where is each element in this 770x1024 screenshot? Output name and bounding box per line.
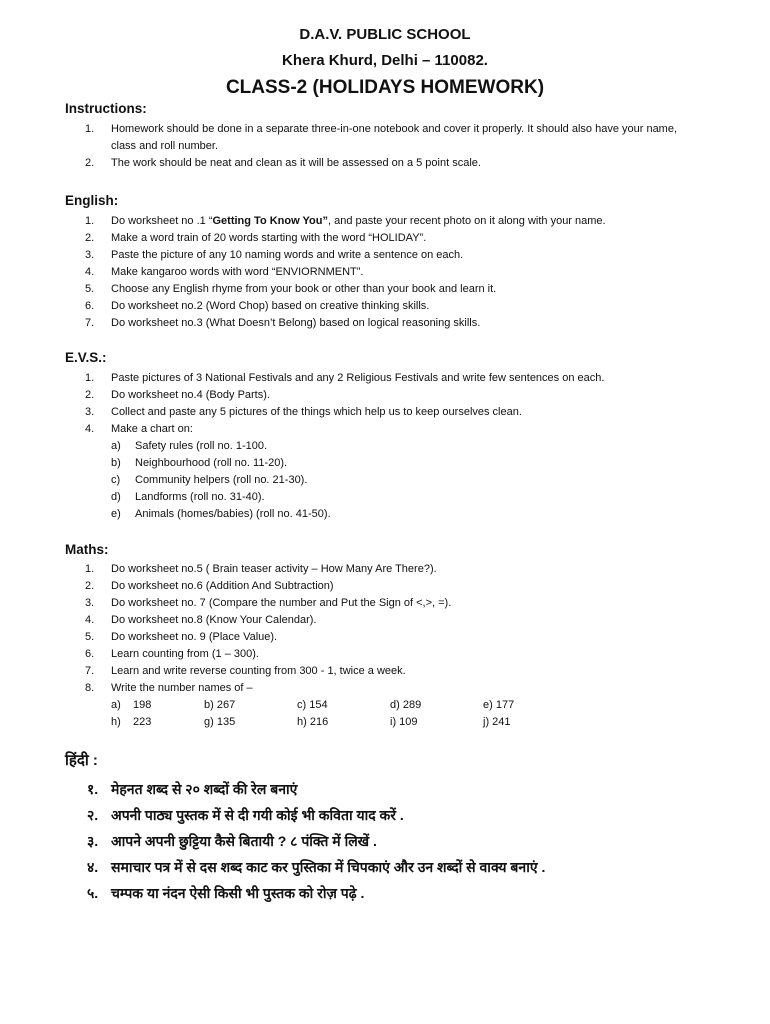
evs-list	[65, 370, 685, 523]
hindi-list	[65, 776, 545, 906]
sub-item: e) Animals (homes/babies) (roll no. 41-50).	[111, 508, 331, 520]
number-cell: c) 154	[297, 699, 328, 711]
list-item: 6. Do worksheet no.2 (Word Chop) based on creative thinking skills.	[85, 300, 430, 312]
list-item: ५. चम्पक या नंदन ऐसी किसी भी पुस्तक को रोज़ पढ़े .	[87, 885, 365, 901]
instructions-list	[65, 121, 685, 172]
list-item: 8. Write the number names of – a) 198 b) 267 c) 154 d) 289 e) 177 h) 223 g) 135 h) 216 i) 109 j) 241	[65, 680, 685, 731]
list-item: 2. Do worksheet no.6 (Addition And Subtraction)	[85, 580, 334, 592]
list-item: 5. Choose any English rhyme from your book or other than your book and learn it.	[85, 283, 497, 295]
list-item: 7. Learn and write reverse counting from 300 - 1, twice a week.	[85, 665, 406, 677]
number-cell: d) 289	[390, 699, 422, 711]
list-item: 3. Collect and paste any 5 pictures of the things which help us to keep ourselves clean.	[85, 406, 522, 418]
sub-item: b) Neighbourhood (roll no. 11-20).	[111, 457, 288, 469]
list-item: 2. Do worksheet no.4 (Body Parts).	[85, 389, 270, 401]
list-item: 1. Homework should be done in a separate three-in-one notebook and cover it properly. It should also have your name, class and roll number.	[85, 123, 678, 152]
number-cell: a) 198	[111, 699, 152, 711]
number-cell: b) 267	[204, 699, 236, 711]
list-item: 2. Make a word train of 20 words starting with the word “HOLIDAY”.	[85, 232, 427, 244]
list-item: 4. Do worksheet no.8 (Know Your Calendar).	[85, 614, 317, 626]
hindi-heading: हिंदी :	[65, 752, 98, 769]
list-item: 4. Make a chart on: a) Safety rules (roll no. 1-100. b) Neighbourhood (roll no. 11-20). c) Community helpers (roll no. 21-30). d) Landforms (roll no. 31-40). e) Animals (homes/babies) (roll no. 41-50).	[65, 421, 685, 523]
english-heading: English:	[65, 193, 119, 208]
number-cell: h) 216	[297, 716, 329, 728]
list-item: 4. Make kangaroo words with word “ENVIORNMENT”.	[85, 266, 364, 278]
list-item: १. मेहनत शब्द से २० शब्दों की रेल बनाएं	[87, 781, 298, 797]
sub-item: a) Safety rules (roll no. 1-100.	[111, 440, 268, 452]
number-cell: e) 177	[483, 699, 515, 711]
list-item: 5. Do worksheet no. 9 (Place Value).	[85, 631, 278, 643]
list-item: 1. Do worksheet no.5 ( Brain teaser activity – How Many Are There?).	[85, 563, 437, 575]
maths-list	[65, 561, 685, 731]
chart-topics	[111, 438, 685, 523]
list-item: 7. Do worksheet no.3 (What Doesn’t Belong) based on logical reasoning skills.	[85, 317, 481, 329]
list-item: ४. समाचार पत्र में से दस शब्द काट कर पुस्तिका में चिपकाएं और उन शब्दों से वाक्य बनाएं .	[87, 859, 546, 875]
number-cell: j) 241	[483, 716, 511, 728]
maths-heading: Maths:	[65, 542, 109, 557]
page-title: CLASS-2 (HOLIDAYS HOMEWORK)	[225, 77, 545, 98]
school-name: D.A.V. PUBLIC SCHOOL	[299, 26, 471, 43]
number-cell: h) 223	[111, 716, 152, 728]
list-item: 3. Paste the picture of any 10 naming words and write a sentence on each.	[85, 249, 464, 261]
list-item: २. अपनी पाठ्य पुस्तक में से दी गयी कोई भी कविता याद करें .	[87, 807, 404, 823]
list-item: 1. Do worksheet no .1 “Getting To Know You”, and paste your recent photo on it along with your name.	[85, 215, 606, 227]
school-address: Khera Khurd, Delhi – 110082.	[282, 52, 488, 69]
evs-heading: E.V.S.:	[65, 350, 107, 365]
list-item: ३. आपने अपनी छुट्टिया कैसे बितायी ? ८ पंक्ति में लिखें .	[87, 833, 377, 849]
list-item: 1. Paste pictures of 3 National Festivals and any 2 Religious Festivals and write few sentences on each.	[85, 372, 605, 384]
number-cell: g) 135	[204, 716, 236, 728]
english-list	[65, 213, 685, 332]
sub-item: d) Landforms (roll no. 31-40).	[111, 491, 265, 503]
sub-item: c) Community helpers (roll no. 21-30).	[111, 474, 308, 486]
list-item: 6. Learn counting from (1 – 300).	[85, 648, 259, 660]
list-item: 3. Do worksheet no. 7 (Compare the number and Put the Sign of <,>, =).	[85, 597, 452, 609]
list-item: 2. The work should be neat and clean as it will be assessed on a 5 point scale.	[85, 157, 481, 169]
number-cell: i) 109	[390, 716, 418, 728]
number-names-grid	[111, 697, 685, 731]
instructions-heading: Instructions:	[65, 101, 147, 116]
